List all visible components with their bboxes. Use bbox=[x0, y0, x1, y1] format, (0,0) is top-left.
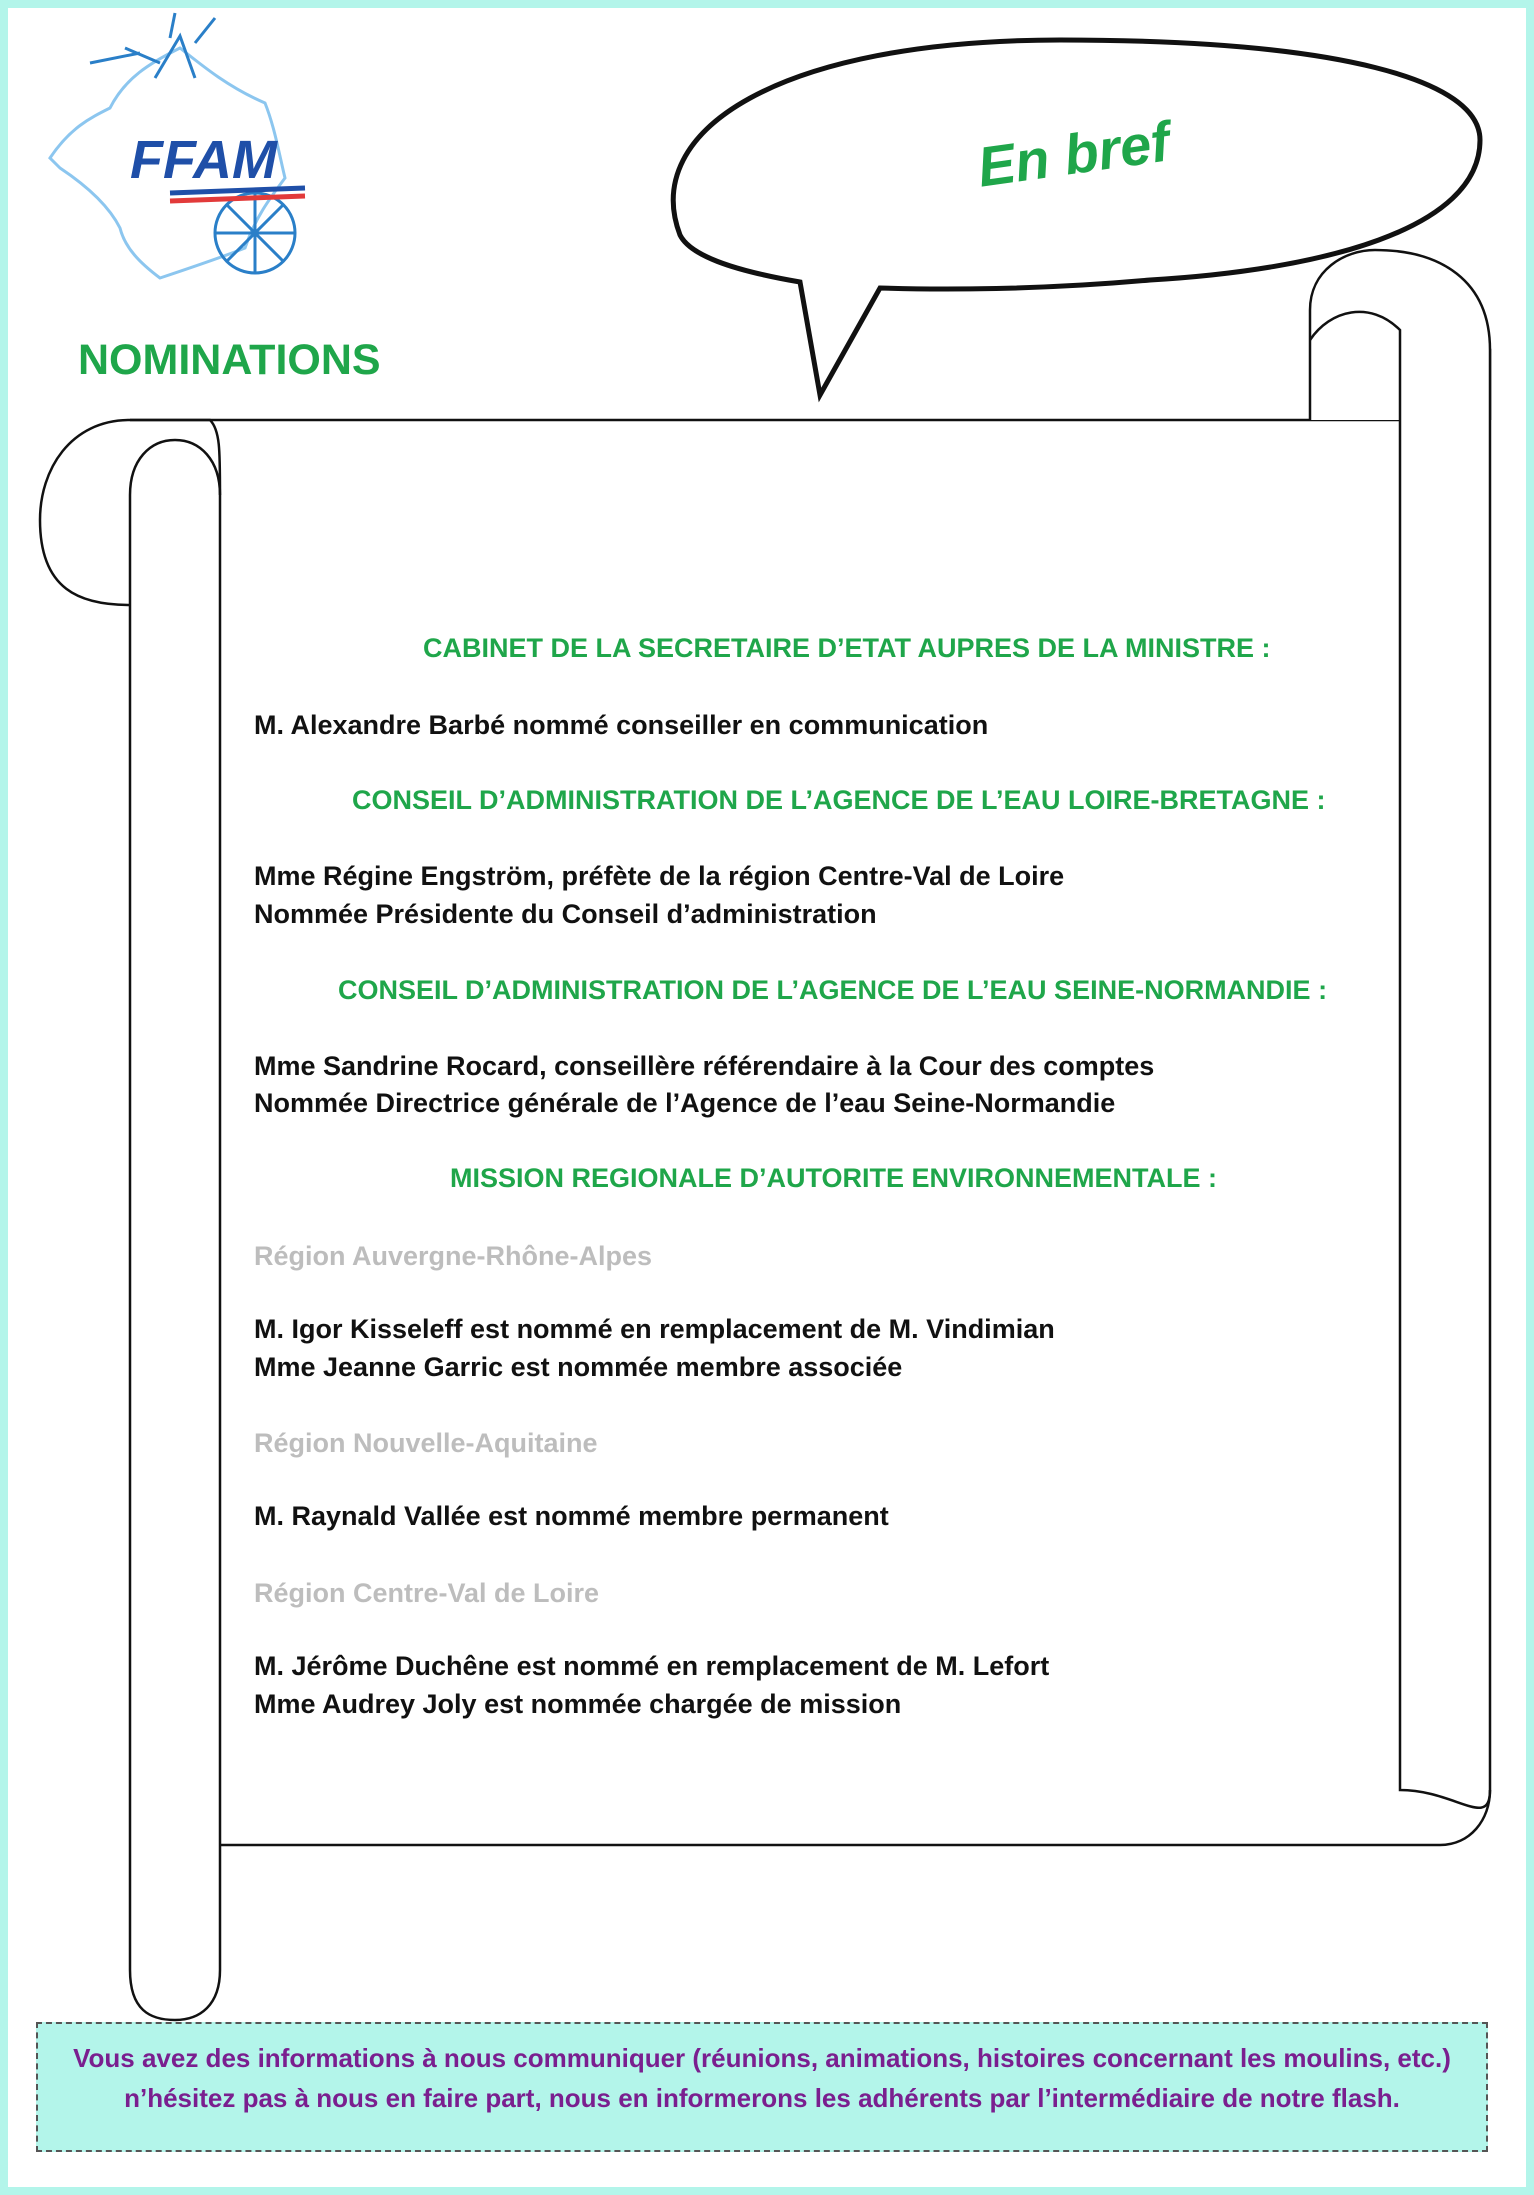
nomination-line: M. Raynald Vallée est nommé membre permanent bbox=[254, 1501, 889, 1531]
nomination-line: Nommée Directrice générale de l’Agence de l’eau Seine-Normandie bbox=[254, 1088, 1116, 1118]
section-heading: CONSEIL D’ADMINISTRATION DE L’AGENCE DE L’EAU LOIRE-BRETAGNE : bbox=[352, 785, 1326, 815]
nomination-line: M. Jérôme Duchêne est nommé en remplacement de M. Lefort bbox=[254, 1651, 1050, 1681]
info-notice bbox=[36, 2022, 1488, 2152]
region-label: Région Auvergne-Rhône-Alpes bbox=[254, 1241, 653, 1271]
nomination-line: Nommée Présidente du Conseil d’administration bbox=[254, 899, 877, 929]
page-title: NOMINATIONS bbox=[78, 336, 381, 384]
bubble-text: En bref bbox=[973, 109, 1174, 199]
nomination-line: Mme Sandrine Rocard, conseillère référendaire à la Cour des comptes bbox=[254, 1051, 1155, 1081]
section-heading: CONSEIL D’ADMINISTRATION DE L’AGENCE DE L’EAU SEINE-NORMANDIE : bbox=[338, 975, 1328, 1005]
section-heading: MISSION REGIONALE D’AUTORITE ENVIRONNEMENTALE : bbox=[450, 1163, 1218, 1193]
nomination-line: Mme Jeanne Garric est nommée membre associée bbox=[254, 1352, 903, 1382]
logo-text: FFAM bbox=[130, 130, 277, 190]
nomination-line: M. Igor Kisseleff est nommé en remplacement de M. Vindimian bbox=[254, 1314, 1055, 1344]
notice-line-1: Vous avez des informations à nous communiquer (réunions, animations, histoires concernant les moulins, etc.) bbox=[73, 2043, 1451, 2073]
nomination-line: M. Alexandre Barbé nommé conseiller en communication bbox=[254, 710, 989, 740]
nomination-line: Mme Audrey Joly est nommée chargée de mission bbox=[254, 1689, 902, 1719]
region-label: Région Nouvelle-Aquitaine bbox=[254, 1428, 598, 1458]
nomination-line: Mme Régine Engström, préfète de la région Centre-Val de Loire bbox=[254, 861, 1065, 891]
section-heading: CABINET DE LA SECRETAIRE D’ETAT AUPRES DE LA MINISTRE : bbox=[423, 633, 1271, 663]
notice-line-2: n’hésitez pas à nous en faire part, nous en informerons les adhérents par l’intermédiaire de notre flash. bbox=[124, 2083, 1400, 2113]
region-label: Région Centre-Val de Loire bbox=[254, 1578, 600, 1608]
